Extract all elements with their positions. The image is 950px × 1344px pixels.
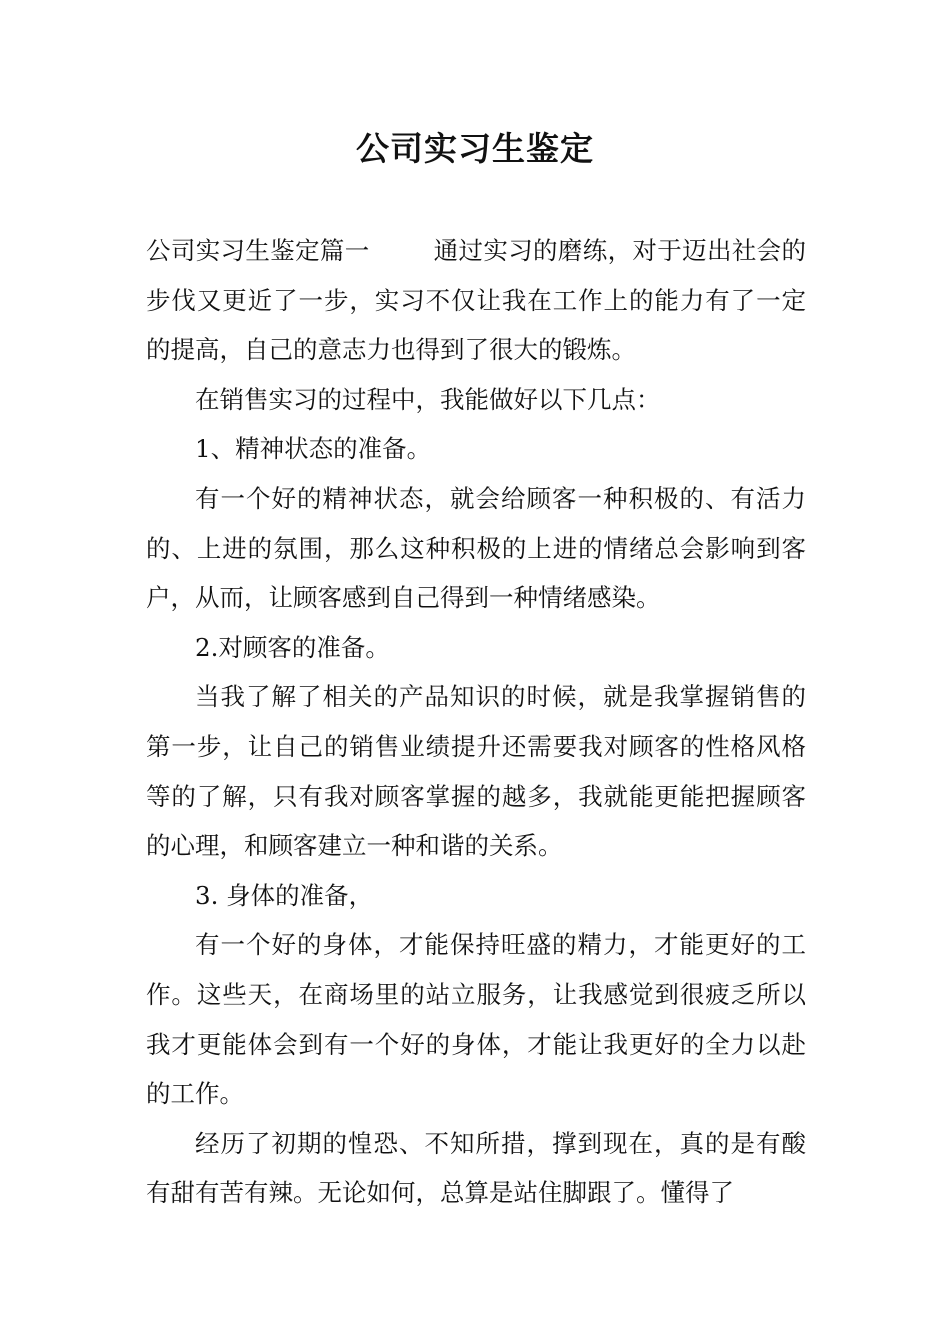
paragraph-intro-text: 通过实习的磨练，对于迈出社会的步伐又更近了一步，实习不仅让我在工作上的能力有了一定的提高，自己的意志力也得到了很大的锻炼。 bbox=[146, 236, 807, 365]
paragraph-body: 有一个好的身体，才能保持旺盛的精力，才能更好的工作。这些天，在商场里的站立服务，让我感觉到很疲乏所以我才更能体会到有一个好的身体，才能让我更好的全力以赴的工作。 bbox=[146, 930, 806, 1109]
list-item-mental-state: 1、精神状态的准备。 bbox=[195, 434, 432, 464]
list-item-customer: 2.对顾客的准备。 bbox=[195, 632, 390, 662]
section-heading: 公司实习生鉴定篇一 bbox=[146, 236, 370, 265]
paragraph-intro bbox=[146, 226, 806, 375]
paragraph-mental-state: 有一个好的精神状态，就会给顾客一种积极的、有活力的、上进的氛围，那么这种积极的上进的情绪总会影响到客户，从而，让顾客感到自己得到一种情绪感染。 bbox=[146, 483, 806, 613]
document-body bbox=[146, 226, 806, 1218]
paragraph-sales-points: 在销售实习的过程中，我能做好以下几点： bbox=[195, 384, 661, 414]
list-item-body: 3. 身体的准备， bbox=[195, 880, 374, 910]
paragraph-experience: 经历了初期的惶恐、不知所措，撑到现在，真的是有酸有甜有苦有辣。无论如何，总算是站住脚跟了。懂得了 bbox=[146, 1128, 806, 1208]
paragraph-customer: 当我了解了相关的产品知识的时候，就是我掌握销售的第一步，让自己的销售业绩提升还需要我对顾客的性格风格等的了解，只有我对顾客掌握的越多，我就能更能把握顾客的心理，和顾客建立一种和谐的关系。 bbox=[146, 682, 806, 861]
document-title: 公司实习生鉴定 bbox=[356, 129, 594, 168]
